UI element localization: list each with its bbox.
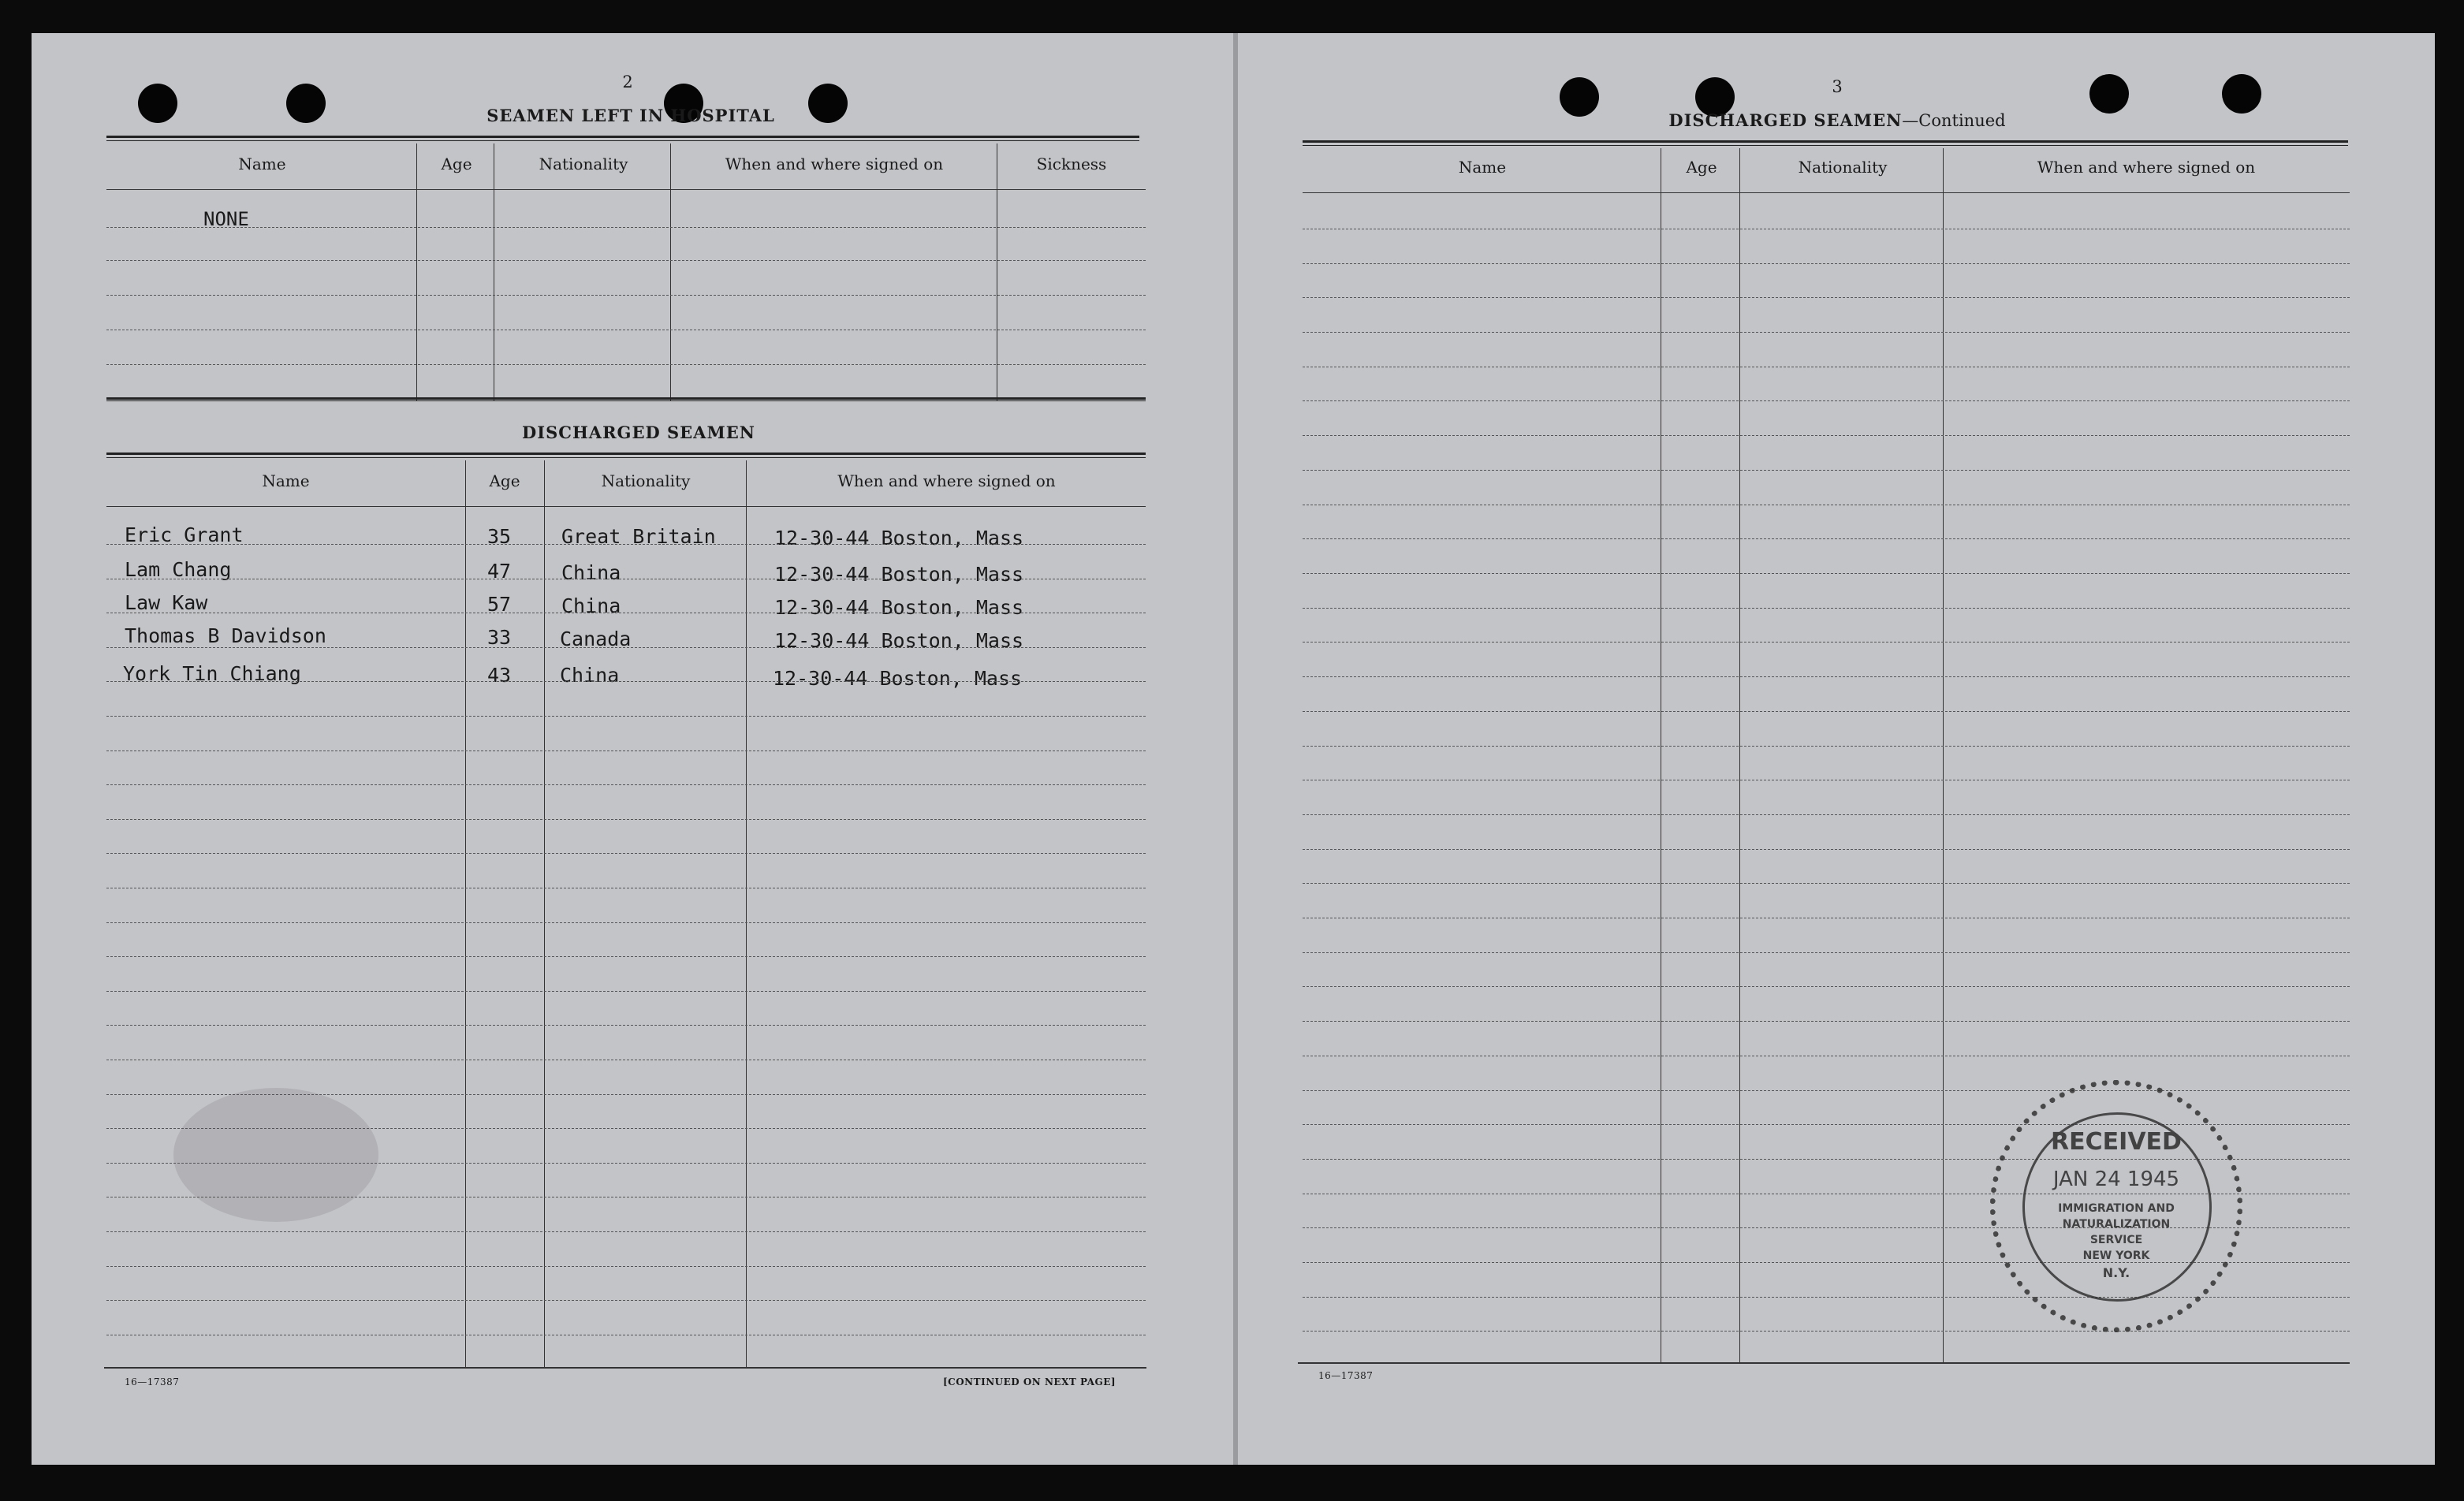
row-rule [1303,435,2350,436]
seaman-nationality: Great Britain [561,525,716,548]
hospital-row-rule [106,260,1146,261]
discharged-col-age-header: Age [489,471,520,490]
punch-hole-icon [138,84,177,123]
row-rule [106,1231,1146,1232]
right-header-rule [1303,192,2350,193]
seaman-age: 57 [487,593,512,616]
seaman-name: Lam Chang [125,558,232,581]
stamp-line: N.Y. [2102,1265,2130,1280]
row-rule [106,853,1146,854]
discharged-col-signed-on-header: When and where signed on [837,471,1056,490]
column-divider [416,143,417,400]
page-number: 2 [622,73,633,91]
seaman-age: 35 [487,525,512,548]
punch-hole-icon [2089,74,2129,114]
row-rule [1303,538,2350,539]
row-rule [106,1266,1146,1267]
row-rule [1303,986,2350,987]
seaman-nationality: China [561,561,621,584]
right-page [1238,33,2435,1465]
seaman-nationality: Canada [560,628,632,650]
ink-smudge [173,1088,378,1222]
right-table-bottom-rule [1298,1362,2350,1364]
row-rule [106,544,1146,545]
column-divider [1739,148,1740,1362]
seaman-name: Eric Grant [125,523,244,546]
row-rule [1303,1090,2350,1091]
row-rule [1303,1331,2350,1332]
stamp-line: IMMIGRATION AND [2058,1202,2175,1215]
row-rule [1303,263,2350,264]
column-divider [670,143,671,400]
row-rule [1303,470,2350,471]
seaman-nationality: China [561,594,621,617]
row-rule [1303,849,2350,850]
title-main: DISCHARGED SEAMEN [1668,110,1903,130]
hospital-table-top-rule [106,136,1139,141]
stamp-received: RECEIVED [2051,1128,2182,1156]
seaman-name: York Tin Chiang [123,662,301,685]
column-divider [1943,148,1944,1362]
discharged-table-top-rule [106,453,1146,458]
row-rule [1303,608,2350,609]
hospital-entry-none: NONE [203,208,249,230]
seaman-signed-on: 12-30-44 Boston, Mass [774,563,1024,586]
hospital-row-rule [106,295,1146,296]
row-rule [106,647,1146,648]
form-number: 16—17387 [1318,1370,1374,1381]
row-rule [106,716,1146,717]
right-col-nationality-header: Nationality [1798,158,1888,177]
hospital-col-name-header: Name [238,155,286,173]
seaman-signed-on: 12-30-44 Boston, Mass [773,667,1023,690]
row-rule [1303,952,2350,953]
stamp-line: NATURALIZATION [2062,1218,2171,1231]
hospital-row-rule [106,227,1146,228]
row-rule [1303,332,2350,333]
title-suffix: —Continued [1902,111,2006,130]
row-rule [106,956,1146,957]
discharged-table-bottom-rule [104,1367,1146,1369]
seaman-signed-on: 12-30-44 Boston, Mass [774,527,1024,549]
page-number: 3 [1832,77,1843,96]
discharged-col-name-header: Name [262,471,310,490]
discharged-section-title: DISCHARGED SEAMEN [522,423,755,442]
stamp-line: NEW YORK [2082,1250,2150,1262]
continued-note: [CONTINUED ON NEXT PAGE] [943,1376,1116,1387]
received-stamp [1990,1080,2242,1332]
row-rule [106,922,1146,923]
hospital-header-rule [106,189,1146,190]
discharged-continued-title [1624,110,2050,130]
row-rule [1303,676,2350,677]
seaman-age: 43 [487,664,512,687]
punch-hole-icon [2222,74,2261,114]
hospital-col-signed-on-header: When and where signed on [725,155,944,173]
hospital-col-sickness-header: Sickness [1036,155,1107,173]
seaman-age: 47 [487,560,512,583]
row-rule [1303,711,2350,712]
row-rule [1303,400,2350,401]
hospital-table-bottom-rule [106,397,1146,401]
hospital-col-nationality-header: Nationality [539,155,628,173]
seaman-signed-on: 12-30-44 Boston, Mass [774,629,1024,652]
form-number: 16—17387 [125,1376,180,1387]
row-rule [1303,883,2350,884]
hospital-row-rule [106,364,1146,365]
punch-hole-icon [286,84,326,123]
row-rule [106,1025,1146,1026]
seaman-signed-on: 12-30-44 Boston, Mass [774,596,1024,619]
seaman-name: Law Kaw [125,591,208,614]
seaman-name: Thomas B Davidson [125,624,326,647]
row-rule [106,784,1146,785]
seaman-nationality: China [560,664,620,687]
seaman-age: 33 [487,626,512,649]
row-rule [1303,746,2350,747]
row-rule [106,991,1146,992]
punch-hole-icon [1560,77,1599,117]
row-rule [106,819,1146,820]
row-rule [1303,297,2350,298]
hospital-section-title: SEAMEN LEFT IN HOSPITAL [486,106,775,125]
row-rule [106,681,1146,682]
stamp-date: JAN 24 1945 [2052,1168,2180,1191]
discharged-header-rule [106,506,1146,507]
row-rule [1303,573,2350,574]
right-table-top-rule [1303,140,2348,146]
right-col-age-header: Age [1686,158,1717,177]
row-rule [1303,1021,2350,1022]
row-rule [1303,814,2350,815]
right-col-name-header: Name [1458,158,1507,177]
hospital-col-age-header: Age [441,155,472,173]
stamp-line: SERVICE [2089,1234,2143,1246]
left-page [32,33,1233,1465]
discharged-col-nationality-header: Nationality [601,471,691,490]
row-rule [106,750,1146,751]
right-col-signed-on-header: When and where signed on [2037,158,2256,177]
row-rule [106,1300,1146,1301]
